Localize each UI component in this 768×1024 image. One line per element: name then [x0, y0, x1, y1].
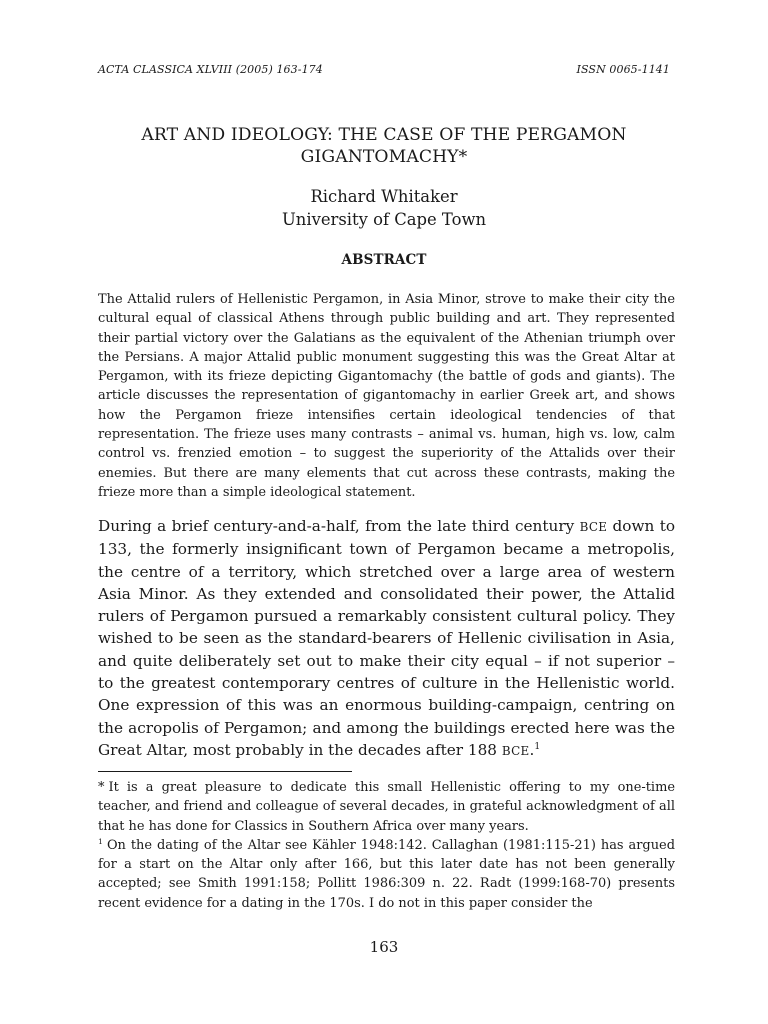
page-number: 163 — [369, 938, 399, 956]
article-title-line-1: ART AND IDEOLOGY: THE CASE OF THE PERGAMON — [141, 125, 627, 145]
footnote-mark: 1 — [98, 836, 103, 846]
article-title — [98, 124, 670, 168]
footnote-text: On the dating of the Altar see Kähler 1948:142. Callaghan (1981:115-21) has argued for a start on the Altar only after 166, but this later date has not been generally accepted; see Smith 1991:158; Pollitt 1986:309 n. 22. Radt (1999:168-70) presents recent evidence for a dating in the 170s. I do not in this paper consider the — [98, 837, 675, 911]
author-block — [98, 185, 670, 231]
abstract-text: The Attalid rulers of Hellenistic Pergamon, in Asia Minor, strove to make their city the cultural equal of classical Athens through public building and art. They represented their partial victory over the Galatians as the equivalent of the Athenian triumph over the Persians. A major Attalid public monument suggesting this was the Great Altar at Pergamon, with its frieze depicting Gigantomachy (the battle of gods and giants). The article discusses the representation of gigantomachy in earlier Greek art, and shows how the Pergamon frieze intensifies certain ideological tendencies of that representation. The frieze uses many contrasts – animal vs. human, high vs. low, calm control vs. frenzied emotion – to suggest the superiority of the Attalids over their enemies. But there are many elements that cut across these contrasts, making the frieze more than a simple ideological statement. — [98, 292, 675, 500]
footnote — [98, 836, 675, 913]
running-head — [98, 63, 670, 76]
body-text-part-3: . — [529, 740, 535, 759]
body-text-part-1: During a brief century-and-a-half, from the late third century — [98, 517, 580, 535]
footnote-divider — [98, 771, 352, 772]
body-paragraph — [98, 515, 675, 762]
author-affiliation: University of Cape Town — [281, 210, 487, 229]
footnote-reference: 1 — [534, 741, 541, 752]
running-head-journal: ACTA CLASSICA XLVIII (2005) 163-174 — [98, 63, 323, 76]
article-title-line-2: GIGANTOMACHY* — [300, 147, 468, 167]
running-head-issn: ISSN 0065-1141 — [576, 63, 670, 76]
era-abbreviation: BCE — [579, 520, 608, 534]
author-name: Richard Whitaker — [310, 187, 458, 206]
footnotes — [98, 778, 675, 913]
footnote — [98, 778, 675, 836]
abstract-heading: ABSTRACT — [341, 252, 427, 268]
era-abbreviation: BCE — [501, 743, 530, 758]
footnote-mark: * — [98, 780, 105, 795]
body-text-part-2: down to 133, the formerly insignificant town of Pergamon became a metropolis, the centre of a territory, which stretched over a large area of western Asia Minor. As they extended and consolidated their power, the Attalid rulers of Pergamon pursued a remarkably consistent cultural policy. They wished to be seen as the standard-bearers of Hellenic civilisation in Asia, and quite deliberately set out to make their city equal – if not superior – to the greatest contemporary centres of culture in the Hellenistic world. One expression of this was an enormous building-campaign, centring on the acropolis of Pergamon; and among the buildings erected here was the Great Altar, most probably in the decades after 188 — [98, 517, 675, 759]
footnote-text: It is a great pleasure to dedicate this small Hellenistic offering to my one-time teacher, and friend and colleague of several decades, in grateful acknowledgment of all that he has done for Classics in Southern Africa over many years. — [98, 780, 675, 834]
